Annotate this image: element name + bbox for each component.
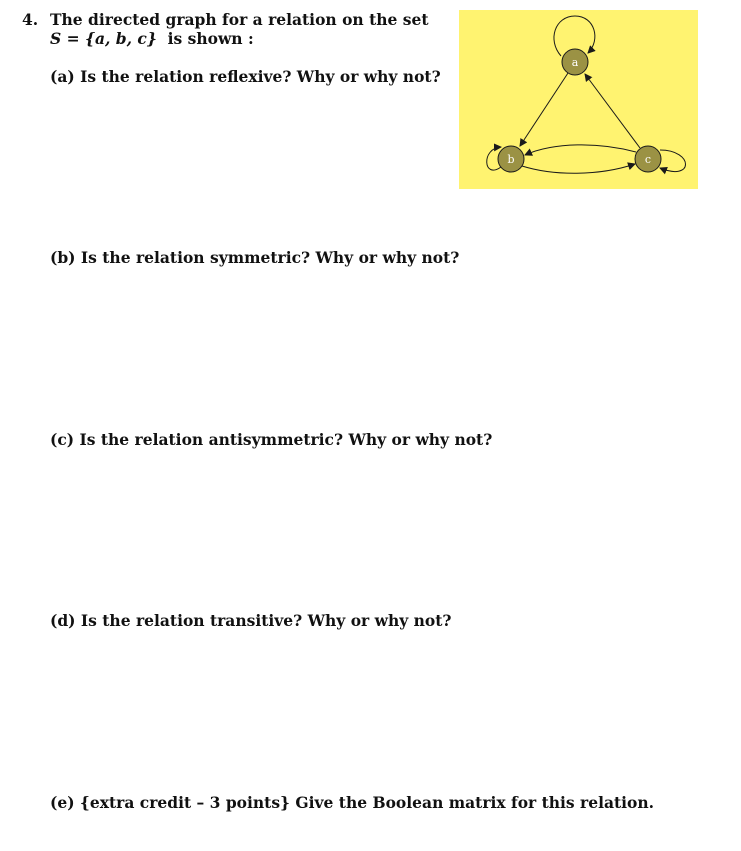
subquestion-a: (a) Is the relation reflexive? Why or why not? [50,67,441,86]
set-suffix: is shown : [167,29,254,48]
subquestion-b: (b) Is the relation symmetric? Why or why not? [50,248,460,267]
subquestion-d: (d) Is the relation transitive? Why or why not? [50,611,452,630]
node-label-a: a [571,56,579,69]
set-math: S = {a, b, c} [50,29,157,48]
question-text: The directed graph for a relation on the set [50,10,429,29]
question-number: 4. [22,10,39,29]
edge-c-c [660,150,686,172]
edge-b-c [522,164,635,173]
subquestion-c: (c) Is the relation antisymmetric? Why or why not? [50,430,493,449]
node-label-c: c [644,153,652,166]
set-definition [50,29,254,48]
edge-c-b [525,145,636,155]
directed-graph-figure [459,10,698,189]
directed-graph-svg [459,10,698,189]
edge-c-a [585,74,640,148]
edge-a-b [520,73,568,146]
subquestion-e: (e) {extra credit – 3 points} Give the Boolean matrix for this relation. [50,793,655,812]
question-header [22,10,429,29]
node-label-b: b [507,153,515,166]
